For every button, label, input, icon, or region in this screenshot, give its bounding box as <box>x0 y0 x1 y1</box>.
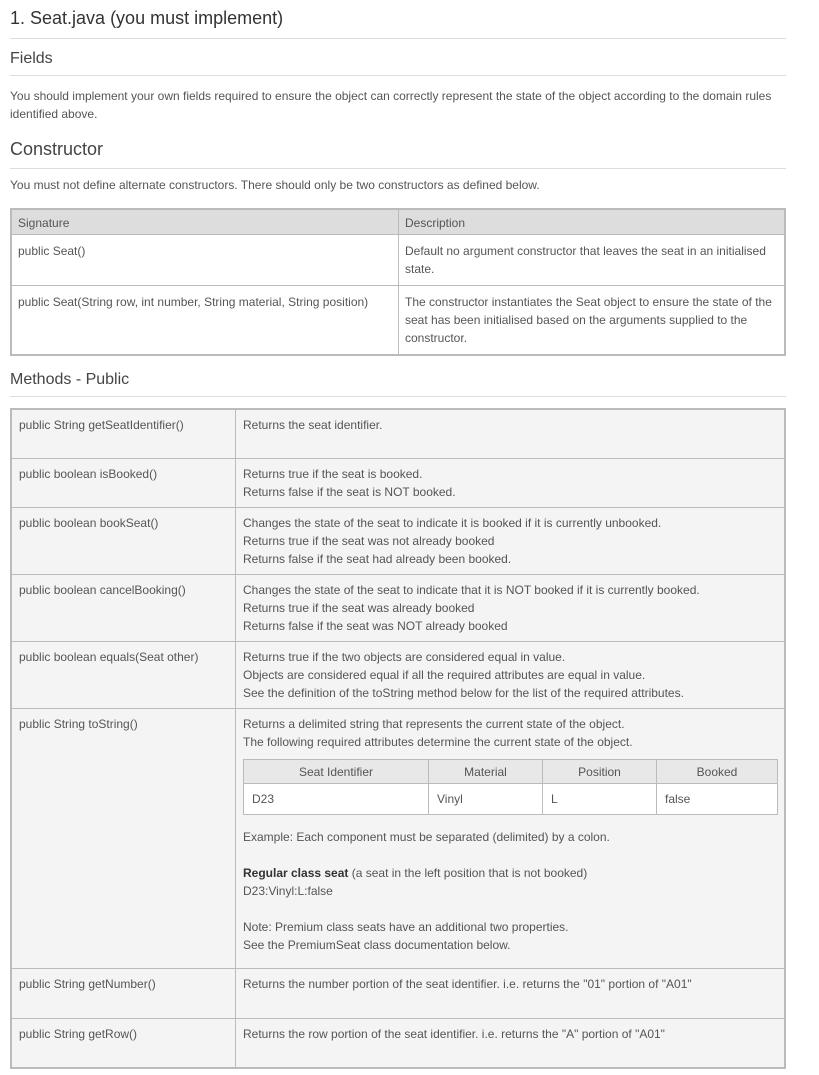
description-line: See the definition of the toString method below for the list of the required attributes. <box>243 685 684 700</box>
table-row <box>11 507 785 574</box>
constructor-table <box>10 208 786 356</box>
table-row <box>244 783 778 814</box>
description-line: The following required attributes determine the current state of the object. <box>243 734 633 749</box>
description-line: Returns a delimited string that represents the current state of the object. <box>243 716 625 731</box>
fields-heading: Fields <box>10 50 53 67</box>
constructor-description: The constructor instantiates the Seat object to ensure the state of the seat has been initialised based on the arguments supplied to the constructor. <box>399 286 786 356</box>
description-line: Returns true if the seat was not already booked <box>243 533 495 548</box>
premium-note: Note: Premium class seats have an additional two properties. <box>243 919 569 934</box>
cell-material: Vinyl <box>429 783 543 814</box>
table-row <box>11 458 785 507</box>
constructor-signature: public Seat(String row, int number, String material, String position) <box>11 286 399 356</box>
method-description <box>236 409 786 458</box>
description-line: Returns true if the seat is booked. <box>243 466 423 481</box>
constructor-description: Default no argument constructor that leaves the seat in an initialised state. <box>399 235 786 286</box>
description-line: Returns the number portion of the seat identifier. i.e. returns the "01" portion of "A01" <box>243 976 692 991</box>
description-line: Objects are considered equal if all the required attributes are equal in value. <box>243 667 646 682</box>
regular-seat-heading <box>243 864 778 882</box>
constructor-heading: Constructor <box>10 139 104 159</box>
column-header-seat-identifier: Seat Identifier <box>244 759 429 783</box>
fields-text: You should implement your own fields required to ensure the object can correctly represent the state of the object according to the domain rules identified above. <box>10 89 772 121</box>
column-header-position: Position <box>543 759 657 783</box>
method-description <box>236 968 786 1018</box>
method-signature: public boolean cancelBooking() <box>11 574 236 641</box>
description-line: Returns false if the seat had already been booked. <box>243 551 512 566</box>
description-line: Returns false if the seat was NOT already booked <box>243 618 508 633</box>
description-line: Returns the row portion of the seat identifier. i.e. returns the "A" portion of "A01" <box>243 1026 665 1041</box>
fields-divider <box>10 75 786 76</box>
column-header-booked: Booked <box>657 759 778 783</box>
table-row <box>11 409 785 458</box>
methods-heading: Methods - Public <box>10 371 130 388</box>
column-header-description: Description <box>399 209 786 235</box>
method-description <box>236 507 786 574</box>
table-row <box>11 641 785 708</box>
table-row <box>11 574 785 641</box>
method-description <box>236 574 786 641</box>
description-line: Returns false if the seat is NOT booked. <box>243 484 456 499</box>
method-signature: public String getNumber() <box>11 968 236 1018</box>
methods-divider <box>10 396 786 397</box>
method-signature: public boolean bookSeat() <box>11 507 236 574</box>
method-description <box>236 708 786 968</box>
method-signature: public String getRow() <box>11 1018 236 1068</box>
method-description <box>236 1018 786 1068</box>
example-text: Example: Each component must be separated (delimited) by a colon. <box>243 829 610 844</box>
method-description <box>236 641 786 708</box>
cell-position: L <box>543 783 657 814</box>
cell-booked: false <box>657 783 778 814</box>
constructor-text: You must not define alternate constructors. There should only be two constructors as defined below. <box>10 178 540 192</box>
regular-seat-note: (a seat in the left position that is not booked) <box>348 865 588 880</box>
premium-note-reference: See the PremiumSeat class documentation below. <box>243 937 511 952</box>
constructor-divider <box>10 168 786 169</box>
method-signature: public boolean equals(Seat other) <box>11 641 236 708</box>
table-header-row <box>244 759 778 783</box>
regular-seat-bold: Regular class seat <box>243 865 349 880</box>
description-line: Returns the seat identifier. <box>243 418 383 432</box>
page-title: 1. Seat.java (you must implement) <box>10 8 284 28</box>
table-header-row <box>11 209 785 235</box>
table-row <box>11 1018 785 1068</box>
description-line: Changes the state of the seat to indicate that it is NOT booked if it is currently booked. <box>243 582 700 597</box>
description-line: Returns true if the seat was already booked <box>243 600 475 615</box>
description-line: Changes the state of the seat to indicate it is booked if it is currently unbooked. <box>243 515 662 530</box>
method-signature: public String toString() <box>11 708 236 968</box>
column-header-material: Material <box>429 759 543 783</box>
tostring-attributes-table <box>243 759 778 815</box>
title-divider <box>10 38 786 39</box>
table-row <box>11 968 785 1018</box>
cell-seat-identifier: D23 <box>244 783 429 814</box>
table-row <box>11 235 785 286</box>
table-row <box>11 286 785 356</box>
methods-table <box>10 408 786 1069</box>
column-header-signature: Signature <box>11 209 399 235</box>
method-description <box>236 458 786 507</box>
method-signature: public String getSeatIdentifier() <box>11 409 236 458</box>
table-row <box>11 708 785 968</box>
description-line: Returns true if the two objects are considered equal in value. <box>243 649 566 664</box>
method-signature: public boolean isBooked() <box>11 458 236 507</box>
constructor-signature: public Seat() <box>11 235 399 286</box>
regular-seat-example: D23:Vinyl:L:false <box>243 883 333 898</box>
